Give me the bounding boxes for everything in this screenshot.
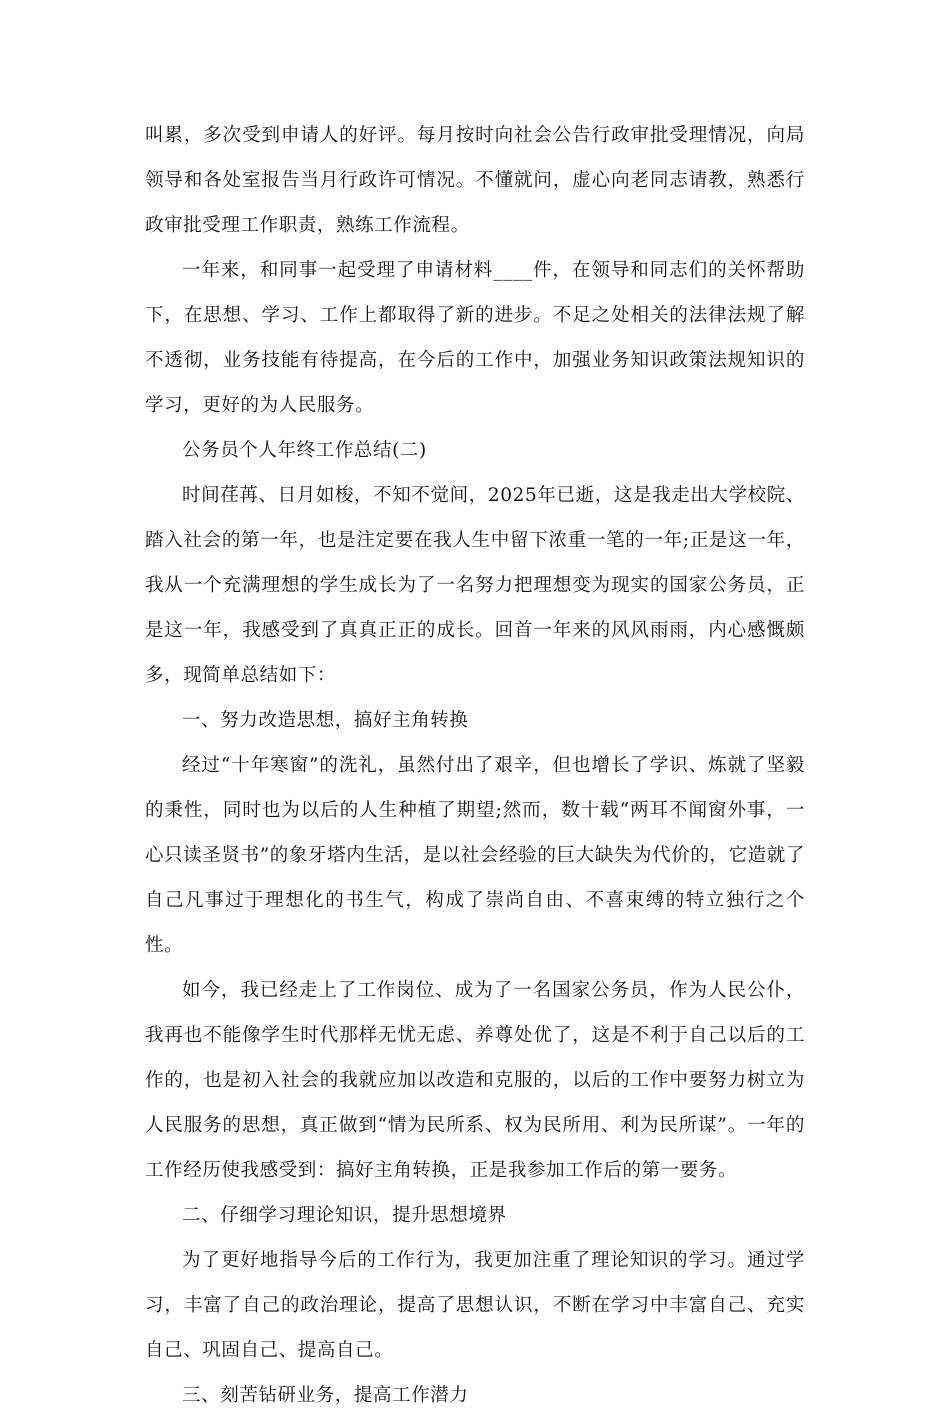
paragraph-continuation: 叫累，多次受到申请人的好评。每月按时向社会公告行政审批受理情况，向局领导和各处室报告当月行政许可情况。不懂就问，虚心向老同志请教，熟悉行政审批受理工作职责，熟练工作流程。 <box>145 125 805 236</box>
heading-three: 三、刻苦钻研业务，提高工作潜力 <box>182 1385 469 1406</box>
heading-one: 一、努力改造思想，搞好主角转换 <box>182 710 469 731</box>
document-page <box>145 113 805 1418</box>
paragraph-two: 为了更好地指导今后的工作行为，我更加注重了理论知识的学习。通过学习，丰富了自己的政治理论，提高了思想认识，不断在学习中丰富自己、充实自己、巩固自己、提高自己。 <box>145 1250 805 1361</box>
section-title: 公务员个人年终工作总结(二) <box>182 440 427 461</box>
heading-two: 二、仔细学习理论知识，提升思想境界 <box>182 1205 507 1226</box>
paragraph-one-b: 如今，我已经走上了工作岗位、成为了一名国家公务员，作为人民公仆，我再也不能像学生时代那样无忧无虑、养尊处优了，这是不利于自己以后的工作的，也是初入社会的我就应加以改造和克服的，以后的工作中要努力树立为人民服务的思想，真正做到“情为民所系、权为民所用、利为民所谋”。一年的工作经历使我感受到：搞好主角转换，正是我参加工作后的第一要务。 <box>145 980 805 1181</box>
paragraph-summary: 一年来，和同事一起受理了申请材料____件，在领导和同志们的关怀帮助下，在思想、学习、工作上都取得了新的进步。不足之处相关的法律法规了解不透彻，业务技能有待提高，在今后的工作中，加强业务知识政策法规知识的学习，更好的为人民服务。 <box>145 260 805 416</box>
paragraph-intro: 时间荏苒、日月如梭，不知不觉间，2025年已逝，这是我走出大学校院、踏入社会的第一年，也是注定要在我人生中留下浓重一笔的一年;正是这一年，我从一个充满理想的学生成长为了一名努力把理想变为现实的国家公务员，正是这一年，我感受到了真真正正的成长。回首一年来的风风雨雨，内心感慨颇多，现简单总结如下： <box>145 485 805 686</box>
paragraph-one-a: 经过“十年寒窗”的洗礼，虽然付出了艰辛，但也增长了学识、炼就了坚毅的秉性，同时也为以后的人生种植了期望;然而，数十载“两耳不闻窗外事，一心只读圣贤书”的象牙塔内生活，是以社会经验的巨大缺失为代价的，它造就了自己凡事过于理想化的书生气，构成了崇尚自由、不喜束缚的特立独行之个性。 <box>145 755 805 956</box>
